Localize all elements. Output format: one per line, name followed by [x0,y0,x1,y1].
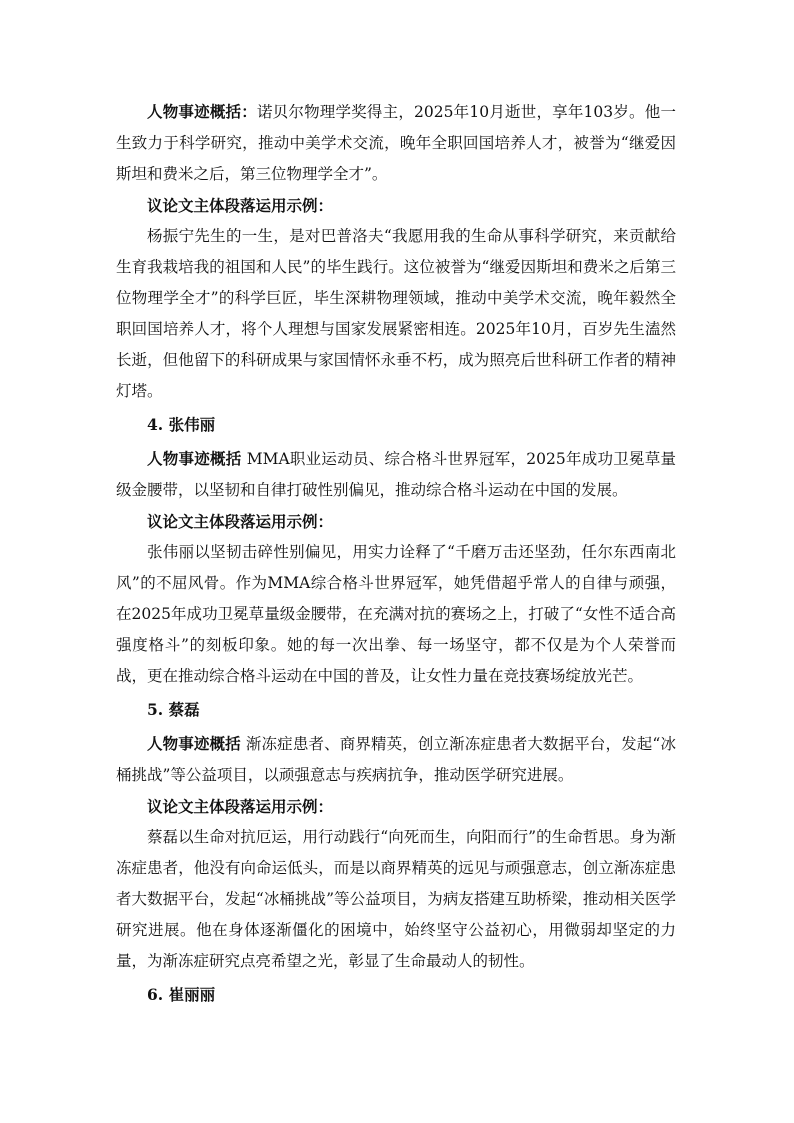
example-paragraph-cai: 蔡磊以生命对抗厄运，用行动践行“向死而生，向阳而行”的生命哲思。身为渐冻症患者，他没有向命运低头，而是以商界精英的远见与顽强意志，创立渐冻症患者大数据平台，发起“冰桶挑战”等公益项目，为病友搭建互助桥梁，推动相关医学研究进展。他在身体逐渐僵化的困境中，始终坚守公益初心，用微弱却坚定的力量，为渐冻症研究点亮希望之光，彰显了生命最动人的韧性。 [116,828,676,970]
summary-text: MMA职业运动员、综合格斗世界冠军，2025年成功卫冕草量级金腰带，以坚韧和自律打破性别偏见，推动综合格斗运动在中国的发展。 [116,450,676,499]
summary-label: 人物事迹概括 [147,734,241,753]
example-paragraph-zhang: 张伟丽以坚韧击碎性别偏见，用实力诠释了“千磨万击还坚劲，任尔东西南北风”的不屈风骨。作为MMA综合格斗世界冠军，她凭借超乎常人的自律与顽强，在2025年成功卫冕草量级金腰带，在充满对抗的赛场之上，打破了“女性不适合高强度格斗”的刻板印象。她的每一次出拳、每一场坚守，都不仅是为个人荣誉而战，更在推动综合格斗运动在中国的普及，让女性力量在竞技赛场绽放光芒。 [116,543,676,685]
example-heading: 议论文主体段落运用示例： [147,512,334,531]
summary-label: 人物事迹概括 [147,449,242,468]
example-paragraph-yang: 杨振宁先生的一生，是对巴普洛夫“我愿用我的生命从事科学研究，来贡献给生育我栽培我的祖国和人民”的毕生践行。这位被誉为“继爱因斯坦和费米之后第三位物理学全才”的科学巨匠，毕生深耕物理领域，推动中美学术交流，晚年毅然全职回国培养人才，将个人理想与国家发展紧密相连。2025年10月，百岁先生溘然长逝，但他留下的科研成果与家国情怀永垂不朽，成为照亮后世科研工作者的精神灯塔。 [116,227,676,400]
summary-text: 渐冻症患者、商界精英，创立渐冻症患者大数据平台，发起“冰桶挑战”等公益项目，以顽强意志与疾病抗争，推动医学研究进展。 [116,735,676,784]
summary-text: 诺贝尔物理学奖得主，2025年10月逝世，享年103岁。他一生致力于科学研究，推动中美学术交流，晚年全职回国培养人才，被誉为“继爱因斯坦和费米之后，第三位物理学全才”。 [116,103,676,183]
person-heading-cai: 5. 蔡磊 [147,700,200,719]
person-heading-cui: 6. 崔丽丽 [147,985,216,1004]
summary-paragraph-zhang [116,443,676,506]
example-heading: 议论文主体段落运用示例： [147,196,334,215]
summary-paragraph-yang [116,96,676,190]
person-heading-zhang: 4. 张伟丽 [147,415,216,434]
summary-paragraph-cai [116,728,676,791]
example-heading: 议论文主体段落运用示例： [147,797,334,816]
document-content [116,96,676,1013]
summary-label: 人物事迹概括： [147,102,257,121]
